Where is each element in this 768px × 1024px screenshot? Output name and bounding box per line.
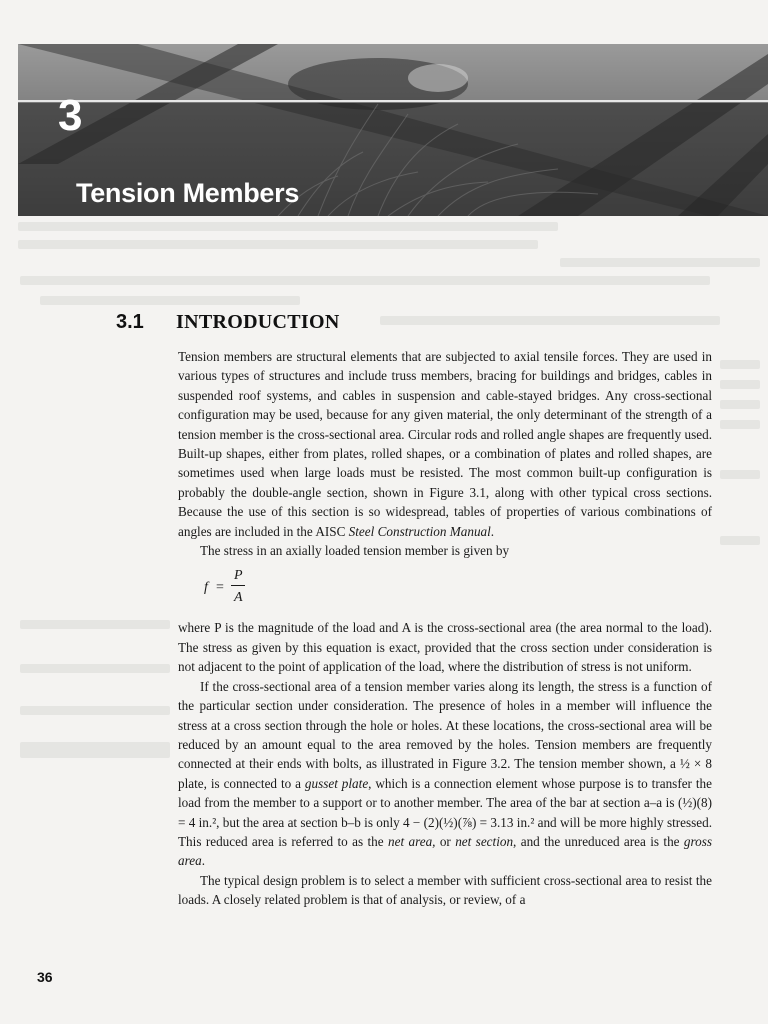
term-net-area: net area, bbox=[388, 833, 436, 849]
term-net-section: net section bbox=[455, 833, 514, 849]
paragraph-4-part-a: If the cross-sectional area of a tension member varies along its length, the stress is a function of the particular section under consideration. The presence of holes in a member will influence the stress at a cross section through the hole or holes. At these locations, the cross-sectional area will be reduced by an amount equal to the area removed by the holes. Tension members are frequently connected at their ends with bolts, as illustrated in Figure 3.2. The tension member shown, a ½ × 8 plate, is connected to a bbox=[178, 678, 712, 791]
paragraph-5: The typical design problem is to select a member with sufficient cross-sectional area to resist the loads. A closely related problem is that of analysis, or review, of a bbox=[178, 872, 712, 908]
paragraph-4-part-b: , which is a connection element whose purpose is to transfer the load from the member to a support or to another member. The area of the bar at section a–a is (½)(8) = 4 in.², but the area at section b–b is only 4 − (2)(½)(⅞) = 3.13 in.² and will be more highly stressed. This reduced area is referred to as the bbox=[178, 775, 712, 849]
paragraph-4-end: . bbox=[201, 853, 205, 869]
section-number: 3.1 bbox=[116, 311, 144, 333]
term-gusset-plate: gusset plate bbox=[304, 775, 369, 791]
formula-numerator: P bbox=[234, 568, 243, 584]
formula-lhs: f bbox=[204, 580, 208, 596]
formula-equals: = bbox=[216, 580, 224, 596]
manual-title: Steel Construction Manual bbox=[348, 523, 491, 539]
paragraph-3: where P is the magnitude of the load and A is the cross-sectional area (the area normal to the load). The stress as given by this equation is exact, provided that the cross section under consideration is not adjacent to the point of application of the load, where the distribution of stress is not uniform. bbox=[178, 620, 712, 675]
term-gross-area: gross area bbox=[178, 833, 712, 869]
paragraph-2: The stress in an axially loaded tension member is given by bbox=[200, 543, 510, 559]
paragraph-4-part-c: or bbox=[435, 833, 456, 849]
stress-formula bbox=[178, 562, 712, 614]
chapter-title: Tension Members bbox=[76, 178, 300, 208]
formula-denominator: A bbox=[234, 590, 243, 606]
paragraph-4 bbox=[178, 677, 712, 871]
page-number: 36 bbox=[37, 969, 53, 985]
fraction-bar bbox=[231, 585, 245, 586]
chapter-banner bbox=[18, 44, 768, 216]
paragraph-4-part-d: , and the unreduced area is the bbox=[513, 833, 684, 849]
paragraph-1-end: . bbox=[490, 523, 495, 539]
chapter-number: 3 bbox=[58, 91, 83, 140]
paragraph-1-text: Tension members are structural elements that are subjected to axial tensile forces. They are used in various types of structures and include truss members, bracing for buildings and bridges, cables in suspended roof systems, and cables in suspension and cable-stayed bridges. Any cross-sectional configuration may be used, because for any given material, the only determinant of the strength of a tension member is the cross-sectional area. Circular rods and rolled angle shapes are frequently used. Built-up shapes, either from plates, rolled shapes, or a combination of plates and rolled shapes, are sometimes used when large loads must be resisted. The most common built-up configuration is probably the double-angle section, shown in Figure 3.1, along with other typical cross sections. Because the use of this section is so widespread, tables of properties of various combinations of angles are included in the AISC bbox=[178, 349, 712, 539]
paragraph-1 bbox=[178, 347, 712, 541]
body-text bbox=[178, 347, 712, 910]
section-title: INTRODUCTION bbox=[176, 311, 340, 333]
